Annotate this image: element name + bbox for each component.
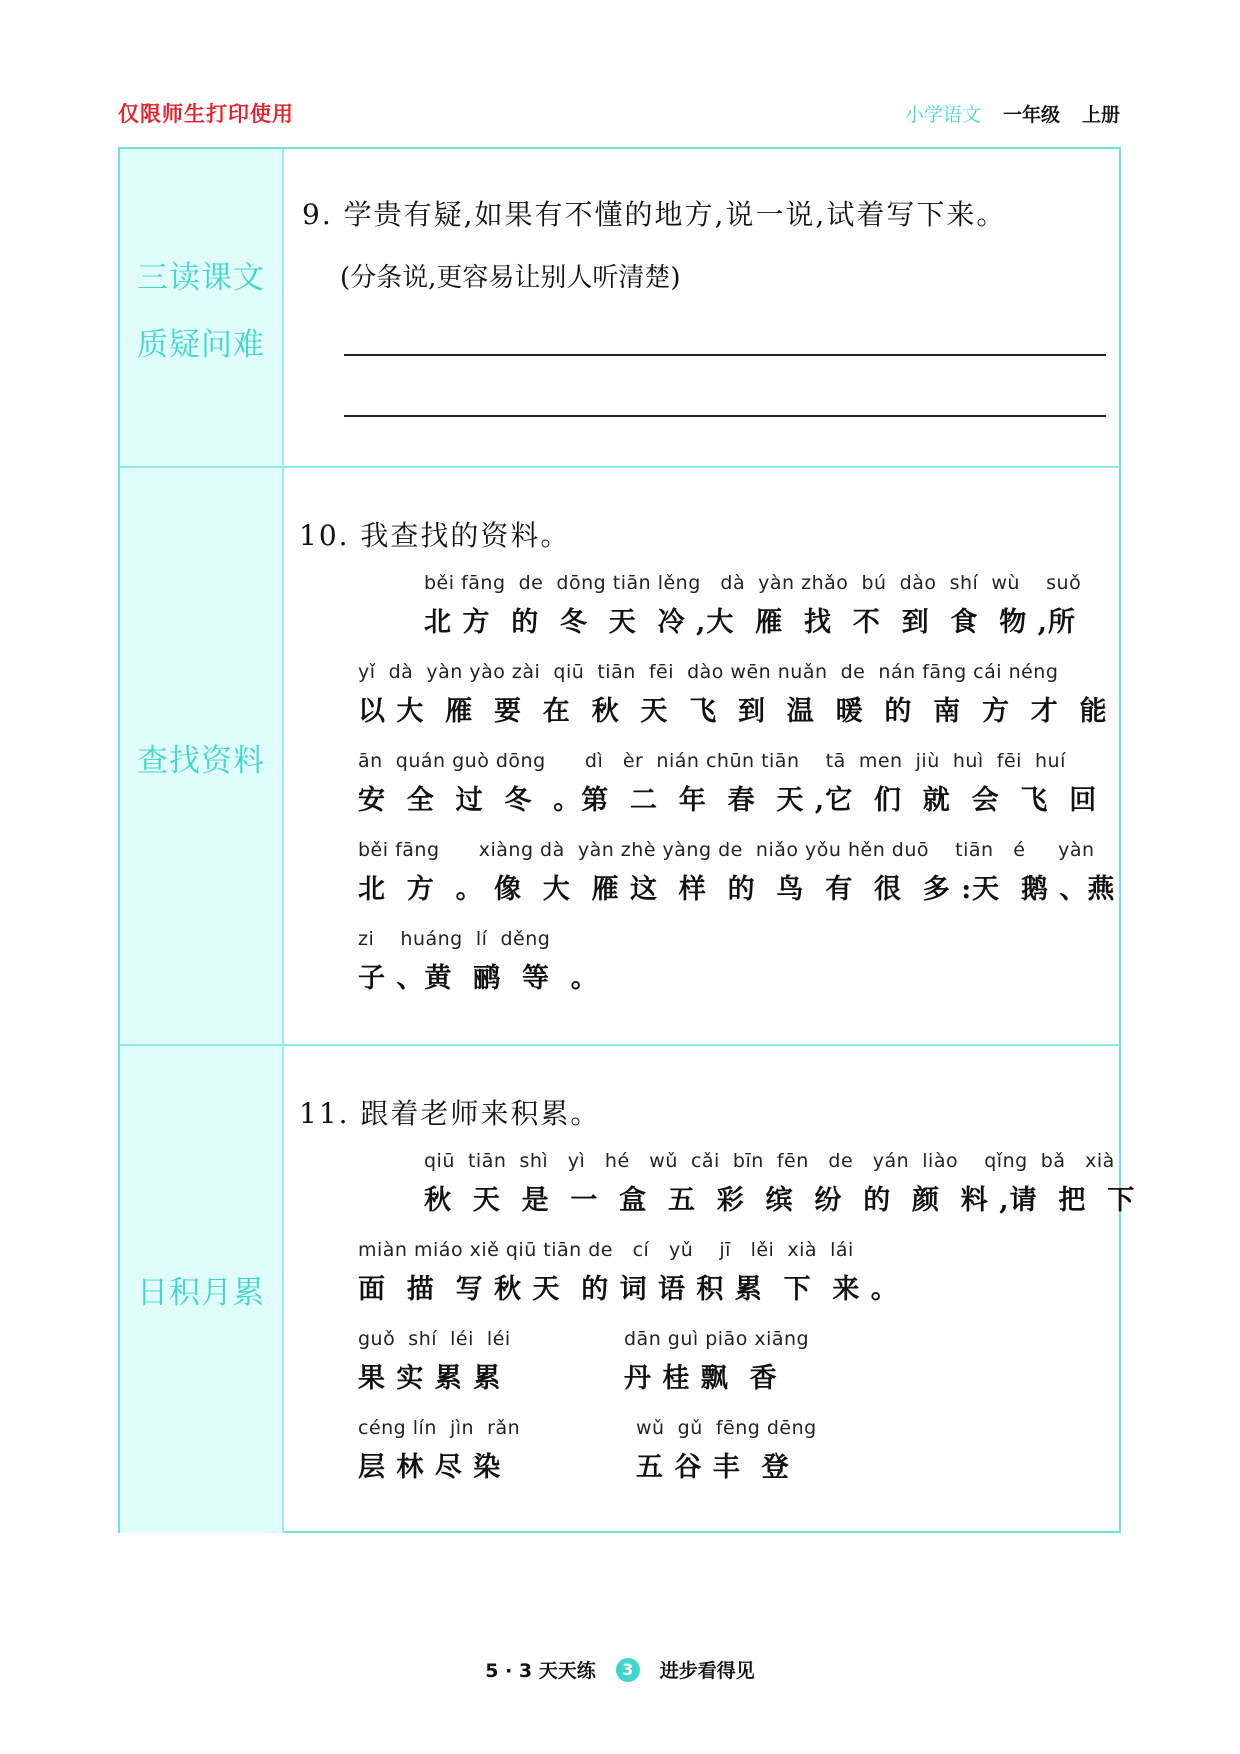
- pinyin-text: yǐ dà yàn yào zài qiū tiān fēi dào wēn nuǎn de nán fāng cái néng: [358, 661, 1059, 683]
- section-content: [284, 468, 1119, 1046]
- section-label-line: 日积月累: [137, 1275, 265, 1311]
- page-number-badge: 3: [616, 1658, 640, 1682]
- pinyin-line: [358, 661, 1108, 728]
- hanzi-text: 子 、黄 鹂 等 。: [358, 963, 599, 994]
- page-footer: [0, 1656, 1240, 1683]
- question-hint: (分条说,更容易让别人听清楚): [340, 263, 681, 293]
- idiom: [624, 1328, 809, 1395]
- pinyin-text: qiū tiān shì yì hé wǔ cǎi bīn fēn de yán liào qǐng bǎ xià: [424, 1150, 1115, 1172]
- pinyin-line: [424, 572, 1081, 639]
- pinyin-line: [358, 928, 599, 995]
- hanzi-text: 安 全 过 冬 。第 二 年 春 天 ,它 们 就 会 飞 回: [358, 785, 1098, 816]
- section-label: [120, 149, 284, 466]
- hanzi-text: 北 方 。 像 大 雁 这 样 的 鸟 有 很 多 :天 鹅 、燕: [358, 874, 1116, 905]
- print-notice: 仅限师生打印使用: [118, 102, 294, 126]
- pinyin-text: běi fāng xiàng dà yàn zhè yàng de niǎo yǒu hěn duō tiān é yàn: [358, 839, 1095, 861]
- pinyin-line: [424, 1150, 1135, 1217]
- pinyin-text: běi fāng de dōng tiān lěng dà yàn zhǎo bú dào shí wù suǒ: [424, 572, 1082, 594]
- exercise-table: [118, 147, 1136, 1533]
- idiom: [636, 1417, 817, 1484]
- answer-line[interactable]: [344, 415, 1106, 417]
- hanzi-text: 五 谷 丰 登: [636, 1452, 790, 1483]
- pinyin-line: [358, 750, 1097, 817]
- idiom: [358, 1417, 520, 1484]
- pinyin-line: [358, 839, 1115, 906]
- section-label: [120, 1046, 284, 1533]
- hanzi-text: 面 描 写 秋 天 的 词 语 积 累 下 来 。: [358, 1274, 899, 1305]
- hanzi-text: 果 实 累 累: [358, 1363, 502, 1394]
- pinyin-text: miàn miáo xiě qiū tiān de cí yǔ jī lěi xià lái: [358, 1239, 854, 1261]
- pinyin-line: [358, 1239, 899, 1306]
- hanzi-text: 北 方 的 冬 天 冷 ,大 雁 找 不 到 食 物 ,所: [424, 607, 1076, 638]
- question-title: 11. 跟着老师来积累。: [299, 1097, 601, 1130]
- question-title: 10. 我查找的资料。: [299, 519, 571, 552]
- section-label-line: 三读课文: [137, 259, 265, 296]
- volume-label: 上册: [1081, 104, 1120, 126]
- pinyin-text: wǔ gǔ fēng dēng: [636, 1417, 817, 1439]
- pinyin-text: guǒ shí léi léi: [358, 1328, 511, 1350]
- section-question-10: [120, 466, 1119, 1046]
- section-label: [120, 468, 284, 1046]
- series-slogan: 进步看得见: [659, 1660, 755, 1682]
- section-label-line: 查找资料: [137, 742, 265, 779]
- pinyin-text: zi huáng lí děng: [358, 928, 551, 950]
- section-question-11: [120, 1044, 1136, 1533]
- pinyin-text: ān quán guò dōng dì èr nián chūn tiān tā men jiù huì fēi huí: [358, 750, 1066, 772]
- subject-label: 小学语文: [904, 104, 981, 126]
- hanzi-text: 以 大 雁 要 在 秋 天 飞 到 温 暖 的 南 方 才 能: [358, 696, 1108, 727]
- question-title: 9. 学贵有疑,如果有不懂的地方,说一说,试着写下来。: [302, 198, 1007, 231]
- section-content: [284, 1046, 1136, 1533]
- idiom: [358, 1328, 511, 1395]
- book-info: [905, 100, 1120, 127]
- hanzi-text: 层 林 尽 染: [358, 1452, 502, 1483]
- answer-line[interactable]: [344, 354, 1106, 356]
- section-label-line: 质疑问难: [137, 326, 265, 363]
- grade-label: 一年级: [1002, 104, 1060, 126]
- hanzi-text: 秋 天 是 一 盒 五 彩 缤 纷 的 颜 料 ,请 把 下: [424, 1185, 1136, 1216]
- hanzi-text: 丹 桂 飘 香: [624, 1363, 778, 1394]
- pinyin-text: dān guì piāo xiāng: [624, 1328, 810, 1350]
- section-content: [284, 149, 1119, 466]
- series-title: 5 · 3 天天练: [485, 1660, 596, 1682]
- section-question-9: [120, 149, 1119, 466]
- pinyin-text: céng lín jìn rǎn: [358, 1417, 521, 1439]
